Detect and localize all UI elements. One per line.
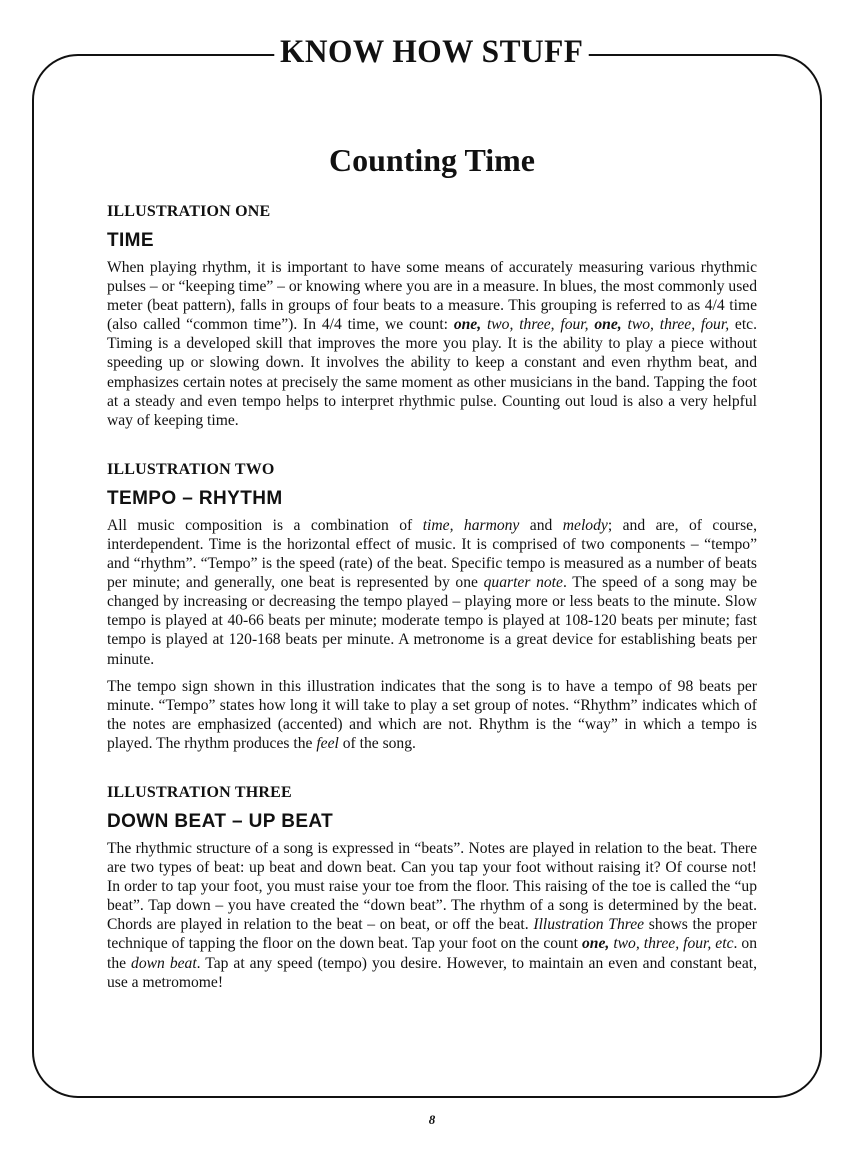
body-paragraph xyxy=(107,839,757,992)
section-heading: TEMPO – RHYTHM xyxy=(107,487,283,509)
emphasis-italic: Illustration Three xyxy=(533,916,645,934)
text-run: When playing rhythm, it is important to have some means of accurately measuring various rhythmic pulses – or “keeping time” – or knowing where you are in a measure. In blues, the most commonly used meter (beat pattern), falls in groups of four beats to a measure. This grouping is referred to as 4/4 time (also called “common time”). In 4/4 time, we count: xyxy=(107,259,758,334)
text-run: All music composition is a combination of xyxy=(107,516,423,534)
page-title: Counting Time xyxy=(329,142,535,178)
illustration-label: ILLUSTRATION ONE xyxy=(107,203,271,220)
emphasis-bold-italic: one, xyxy=(453,316,482,334)
emphasis-italic: two, three, four, etc xyxy=(613,935,734,953)
emphasis-bold xyxy=(454,316,481,333)
header-banner xyxy=(0,30,864,74)
text-run: shows the proper technique of tapping the floor on the down beat. Tap your foot on the count xyxy=(107,916,757,953)
emphasis-bold-italic: one, xyxy=(582,935,610,953)
text-run: . on the xyxy=(107,935,758,972)
text-run: The rhythmic structure of a song is expressed in “beats”. Notes are played in relation to the beat. There are two types of beat: up beat and down beat. Can you tap your foot without raising it? Of course not! In order to tap your foot, you must raise your toe from the floor. This raising of the toe is called the “up beat”. Tap down – you have created the “down beat”. The rhythm of a song is determined by the beat. Chords are played in relation to the beat – on beat, or off the beat. xyxy=(107,839,757,934)
illustration-label: ILLUSTRATION TWO xyxy=(107,460,275,478)
section-illustration-1 xyxy=(107,202,757,430)
emphasis-bold-italic: one, xyxy=(594,316,622,334)
text-run: . The speed of a song may be changed by increasing or decreasing the tempo played – playing more or less beats to the minute. Slow tempo is played at 40-66 beats per minute; moderate tempo is played at 108-120 beats per minute; fast tempo is played at 120-168 beats per minute. A metronome is a great device for establishing beats per minute. xyxy=(107,574,757,668)
text-run: ; and are, of course, interdependent. Time is the horizontal effect of music. It is comprised of two components – “tempo” and “rhythm”. “Tempo” is the speed (rate) of the beat. Specific tempo is measured as a number of beats per minute; and generally, one beat is represented by one xyxy=(107,516,757,592)
emphasis-bold xyxy=(582,935,609,952)
illustration-label: ILLUSTRATION THREE xyxy=(107,783,292,801)
emphasis-italic: time, harmony xyxy=(422,516,520,534)
emphasis-italic: feel xyxy=(316,734,339,752)
section-heading: DOWN BEAT – UP BEAT xyxy=(107,810,334,832)
text-run: . Tap at any speed (tempo) you desire. However, to maintain an even and constant beat, use a metromome! xyxy=(107,954,757,991)
page-content xyxy=(107,134,757,992)
emphasis-italic: quarter note xyxy=(483,574,563,592)
emphasis-bold xyxy=(594,316,621,333)
section-illustration-3 xyxy=(107,783,757,992)
text-run: The tempo sign shown in this illustration indicates that the song is to have a tempo of 98 beats per minute. “Tempo” states how long it will take to play a set group of notes. “Rhythm” indicates which of the notes are emphasized (accented) and which are not. Rhythm is the “way” in which a tempo is played. The rhythm produces the xyxy=(107,677,757,752)
text-run: and xyxy=(519,516,563,534)
body-paragraph xyxy=(107,258,757,430)
body-paragraph xyxy=(107,677,757,753)
emphasis-italic: two, three, four, xyxy=(486,316,589,334)
page-number: 8 xyxy=(428,1112,436,1127)
emphasis-italic: two, three, four, xyxy=(627,316,730,334)
text-run: of the song. xyxy=(338,734,416,752)
banner-title: KNOW HOW STUFF xyxy=(275,30,590,74)
body-paragraph xyxy=(107,516,757,669)
text-run: etc. Timing is a developed skill that improves the more you play. It is the ability to play a piece without speeding up or slowing down. It involves the ability to keep a constant and even rhythm beat, and emphasizes certain notes at precisely the same moment as other musicians in the band. Tapping the foot at a steady and even tempo helps to interpret rhythmic pulse. Counting out loud is also a very helpful way of keeping time. xyxy=(107,316,757,429)
section-heading: TIME xyxy=(107,230,154,251)
sections-container xyxy=(107,202,757,992)
emphasis-italic: down beat xyxy=(131,954,197,972)
section-illustration-2 xyxy=(107,460,757,753)
emphasis-italic: melody xyxy=(562,516,608,534)
